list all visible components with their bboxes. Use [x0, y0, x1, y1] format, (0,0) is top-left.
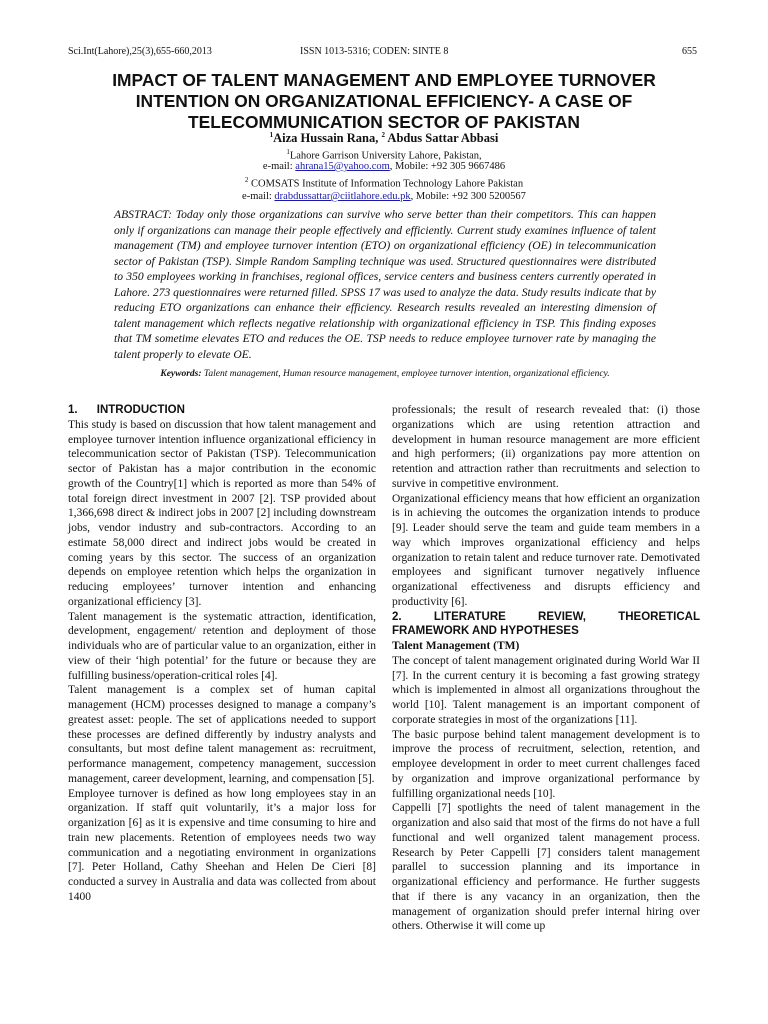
affiliation-1-superscript: 1 — [286, 148, 290, 156]
paragraph: Talent management is the systematic attraction, identification, development, engagement/ retention and deployment of those individuals who are of particular value to an organization, either in view of their ‘high potential’ for the future or because they are fulfilling business/operation-critical roles [4]. — [68, 610, 376, 682]
author-2-email-link[interactable]: drabdussattar@ciitlahore.edu.pk — [274, 191, 411, 202]
keywords-text: Talent management, Human resource management, employee turnover intention, organizational efficiency. — [201, 369, 610, 379]
affiliation-2-contact — [70, 191, 698, 202]
abstract: ABSTRACT: Today only those organizations can survive who serve better than their competitors. This can happen only if organizations can manage their people effectively and efficiently. Current study examines influence of talent management (TM) and employee turnover intention (ETO) on organizational efficiency (OE) in telecommunication sector of Pakistan (TSP). Simple Random Sampling technique was used. Structured questionnaires were distributed to 350 employees working in franchises, regional offices, service centers and business centers currently operated in Lahore. 273 questionnaires were returned filled. SPSS 17 was used to analyze the data. Study results indicate that by reducing ETO organizations can enhance their efficiency. Research results revealed an interesting dimension of talent management which reflects negative relationship with organizational efficiency in TSP. This finding exposes that TM sometime elevates ETO and reduces the OE. TSP needs to reduce employee turnover rate by managing the talent properly to elevate OE. — [114, 208, 656, 361]
paragraph: Employee turnover is defined as how long employees stay in an organization. If staff quit voluntarily, it’s a major loss for organization [6] as it is expensive and time consuming to hire and train new placements. Retention of employees needs two way communication and a negotiating environment in organizations [7]. Peter Holland, Cathy Sheehan and Helen De Cieri [8] conducted a survey in Australia and data was collected from about 1400 — [68, 787, 376, 903]
page-number: 655 — [682, 46, 697, 57]
author-1-superscript: 1 — [269, 131, 274, 139]
section-heading-literature-review: 2. LITERATURE REVIEW, THEORETICAL FRAMEWORK AND HYPOTHESES — [392, 610, 704, 638]
left-column — [68, 403, 376, 905]
paragraph: Talent management is a complex set of human capital management (HCM) processes designed to manage a company’s greatest asset: people. The set of applications needed to support these processes are defined differently by industry analysts and consultants, but most define talent management as: recruitment, performance management, competency management, succession management, career development, learning, and compensation [5]. — [68, 684, 376, 785]
right-column — [392, 403, 704, 934]
author-line — [70, 131, 698, 146]
affiliation-2 — [70, 176, 698, 190]
author-2-name: Abdus Sattar Abbasi — [387, 131, 499, 146]
email-label: e-mail: — [262, 161, 296, 172]
paper-title: IMPACT OF TALENT MANAGEMENT AND EMPLOYEE TURNOVER INTENTION ON ORGANIZATIONAL EFFICIENCY- A CASE OF TELECOMMUNICATION SECTOR OF PAKISTAN — [112, 70, 656, 132]
paragraph: professionals; the result of research revealed that: (i) those organizations which are using retention attraction and development in human resource management are more efficient and high performers; (ii) organizations pay more attention on retention and attraction rather than recruitments and selection to survive in competitive environment. — [392, 404, 700, 490]
keywords-label: Keywords: — [160, 369, 202, 379]
paragraph: The concept of talent management originated during World War II [7]. In the current century it is becoming a fast growing strategy which is implemented in almost all organizations throughout the world [10]. Talent management is an important component of corporate strategies in most of the organizations [11]. — [392, 654, 700, 726]
author-1-mobile: , Mobile: +92 305 9667486 — [389, 161, 506, 172]
email-label: e-mail: — [242, 191, 275, 202]
subheading-talent-management: Talent Management (TM) — [392, 640, 520, 652]
keywords — [114, 369, 656, 379]
paragraph: The basic purpose behind talent management development is to improve the process of recruitment, selection, retention, and employee development in order to meet current challenges faced by organization and improve organizational performance by fulfilling organizational needs [10]. — [392, 728, 700, 800]
section-heading-introduction: 1. INTRODUCTION — [68, 404, 185, 416]
affiliation-1 — [70, 148, 698, 162]
journal-citation: Sci.Int(Lahore),25(3),655-660,2013 — [68, 46, 212, 57]
affiliation-2-institution: COMSATS Institute of Information Technology Lahore Pakistan — [248, 178, 524, 190]
affiliation-2-superscript: 2 — [244, 176, 249, 184]
author-2-superscript: 2 — [381, 131, 385, 139]
affiliation-1-institution: Lahore Garrison University Lahore, Pakistan, — [289, 150, 482, 162]
paragraph: Cappelli [7] spotlights the need of talent management in the organization and also said that most of the firms do not have a full functional and well organized talent management process. Research by Peter Cappelli [7] considers talent management parallel to succession planning and its importance in organizational efficiency and performance. He further suggests that if there is any vacancy in an organization, then the management of organization should prefer internal hiring over others. Otherwise it will come up — [392, 802, 700, 933]
affiliation-1-contact — [70, 161, 698, 172]
author-1-email-link[interactable]: ahrana15@yahoo.com — [295, 161, 390, 172]
paragraph: Organizational efficiency means that how efficient an organization is in achieving the outcomes the organization intends to produce [9]. Leader should serve the team and guide team members in a way which improves organizational efficiency and helps organization to retain talent and reduce turnover rate. Demotivated employees and significant turnover negatively influence organizational effectiveness and disrupts efficiency and productivity [6]. — [392, 492, 700, 608]
paragraph: This study is based on discussion that how talent management and employee turnover intention influence organizational efficiency in telecommunication sector of Pakistan (TSP). Telecommunication sector of Pakistan has a major contribution in the economic growth of the Country[1] which is reported as more than 54% of total foreign direct investment in 2007 [2]. TSP provided about 1,366,698 direct & indirect jobs in 2007 [2] including downstream jobs, vendor industry and sub-contractors. According to an estimate 58,000 direct and indirect jobs would be created in coming years by this sector. The success of an organization depends on employee retention which helps the organization in reducing employees’ turnover intention and enhancing organizational efficiency [3]. — [68, 418, 376, 608]
issn-line: ISSN 1013-5316; CODEN: SINTE 8 — [300, 46, 449, 57]
author-2-mobile: , Mobile: +92 300 5200567 — [410, 191, 526, 202]
author-1-name: Aiza Hussain Rana, — [273, 131, 379, 146]
